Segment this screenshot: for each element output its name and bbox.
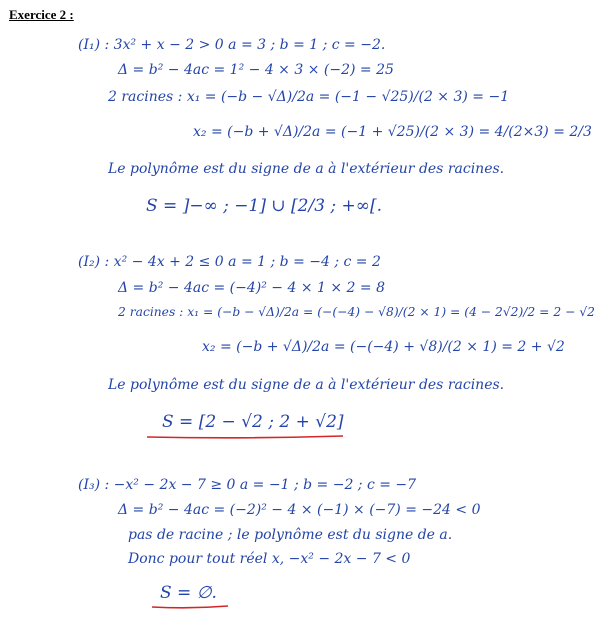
part3-solution-underline <box>150 604 230 610</box>
part1-root-x2: x₂ = (−b + √Δ)/2a = (−1 + √25)/(2 × 3) = 4/(2×3) = 2/3 <box>193 124 592 140</box>
part3-no-root: pas de racine ; le polynôme est du signe de a. <box>128 527 453 543</box>
part3-solution: S = ∅. <box>160 583 217 603</box>
part1-discriminant: Δ = b² − 4ac = 1² − 4 × 3 × (−2) = 25 <box>118 62 394 78</box>
part2-solution: S = [2 − √2 ; 2 + √2] <box>162 412 344 432</box>
part2-discriminant: Δ = b² − 4ac = (−4)² − 4 × 1 × 2 = 8 <box>118 280 385 296</box>
part1-root-x1: 2 racines : x₁ = (−b − √Δ)/2a = (−1 − √25)/(2 × 3) = −1 <box>108 89 510 105</box>
part2-root-x2: x₂ = (−b + √Δ)/2a = (−(−4) + √8)/(2 × 1) = 2 + √2 <box>202 339 565 355</box>
part3-discriminant: Δ = b² − 4ac = (−2)² − 4 × (−1) × (−7) = −24 < 0 <box>118 502 481 518</box>
part2-root-x1: 2 racines : x₁ = (−b − √Δ)/2a = (−(−4) − √8)/(2 × 1) = (4 − 2√2)/2 = 2 − √2 <box>118 305 595 319</box>
part3-conclusion: Donc pour tout réel x, −x² − 2x − 7 < 0 <box>128 551 411 567</box>
part2-inequation: (I₂) : x² − 4x + 2 ≤ 0 a = 1 ; b = −4 ; c = 2 <box>78 254 381 270</box>
exercise-title: Exercice 2 : <box>9 7 74 22</box>
part1-solution: S = ]−∞ ; −1] ∪ [2/3 ; +∞[. <box>146 196 382 216</box>
part1-sign-rule: Le polynôme est du signe de a à l'extérieur des racines. <box>108 161 505 177</box>
part2-solution-underline <box>145 434 345 440</box>
part1-inequation: (I₁) : 3x² + x − 2 > 0 a = 3 ; b = 1 ; c = −2. <box>78 37 386 53</box>
part3-inequation: (I₃) : −x² − 2x − 7 ≥ 0 a = −1 ; b = −2 ; c = −7 <box>78 477 417 493</box>
part2-sign-rule: Le polynôme est du signe de a à l'extérieur des racines. <box>108 377 505 393</box>
